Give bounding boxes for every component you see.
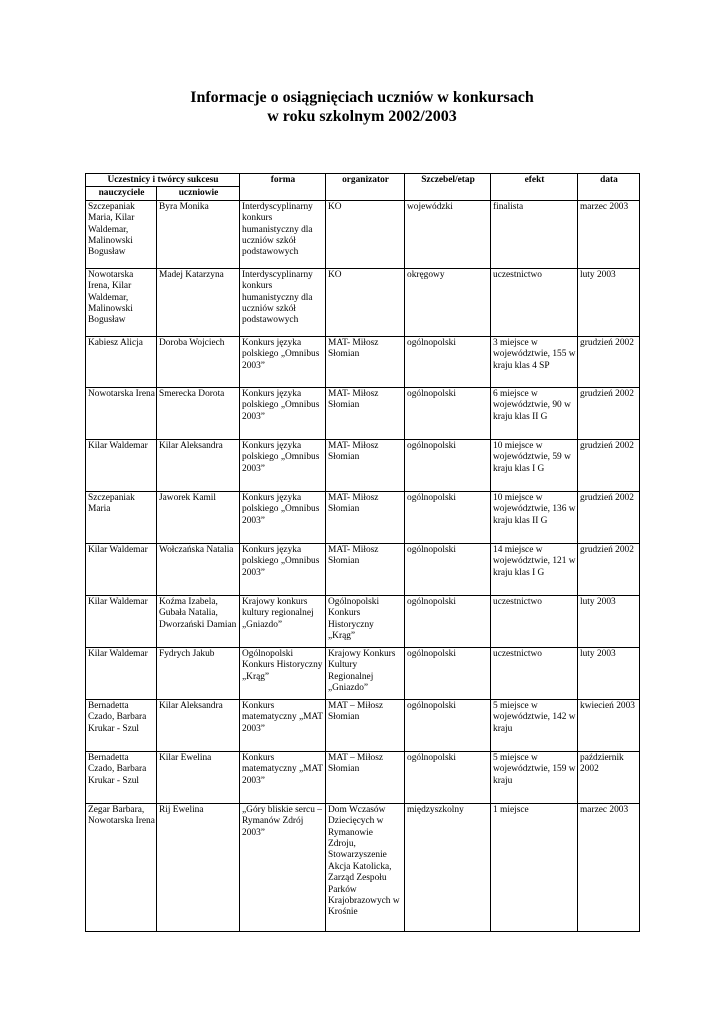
achievements-table: [85, 173, 640, 932]
cell-nauczyciele: Szczepaniak Maria: [86, 491, 157, 543]
cell-organizator: MAT- Miłosz Słomian: [326, 543, 405, 595]
table-row: [86, 647, 640, 699]
cell-efekt: 3 miejsce w województwie, 155 w kraju klas 4 SP: [491, 336, 578, 387]
cell-efekt: 10 miejsce w województwie, 59 w kraju klas I G: [491, 439, 578, 491]
cell-szczebel: okręgowy: [405, 268, 491, 336]
cell-organizator: MAT – Miłosz Słomian: [326, 699, 405, 751]
cell-organizator: Ogólnopolski Konkurs Historyczny „Krąg”: [326, 595, 405, 647]
cell-uczniowie: Kilar Ewelina: [157, 751, 240, 803]
cell-forma: Interdyscyplinarny konkurs humanistyczny dla uczniów szkół podstawowych: [240, 200, 326, 268]
cell-efekt: 6 miejsce w województwie, 90 w kraju klas II G: [491, 387, 578, 439]
cell-organizator: MAT- Miłosz Słomian: [326, 336, 405, 387]
table-row: [86, 699, 640, 751]
cell-forma: „Góry bliskie sercu – Rymanów Zdrój 2003”: [240, 803, 326, 931]
cell-uczniowie: Byra Monika: [157, 200, 240, 268]
cell-data: kwiecień 2003: [578, 699, 640, 751]
table-row: [86, 491, 640, 543]
cell-organizator: Dom Wczasów Dziecięcych w Rymanowie Zdroju, Stowarzyszenie Akcja Katolicka, Zarząd Zespołu Parków Krajobrazowych w Krośnie: [326, 803, 405, 931]
cell-efekt: 14 miejsce w województwie, 121 w kraju klas I G: [491, 543, 578, 595]
cell-data: październik 2002: [578, 751, 640, 803]
cell-uczniowie: Kilar Aleksandra: [157, 439, 240, 491]
table-row: [86, 200, 640, 268]
cell-uczniowie: Wołczańska Natalia: [157, 543, 240, 595]
cell-forma: Konkurs języka polskiego „Omnibus 2003”: [240, 543, 326, 595]
header-organizator: organizator: [326, 174, 405, 201]
cell-uczniowie: Smerecka Dorota: [157, 387, 240, 439]
cell-data: grudzień 2002: [578, 336, 640, 387]
table-row: [86, 387, 640, 439]
cell-forma: Ogólnopolski Konkurs Historyczny „Krąg”: [240, 647, 326, 699]
header-uczniowie: uczniowie: [157, 187, 240, 200]
cell-nauczyciele: Kilar Waldemar: [86, 647, 157, 699]
cell-szczebel: ogólnopolski: [405, 751, 491, 803]
cell-nauczyciele: Nowotarska Irena, Kilar Waldemar, Malinowski Bogusław: [86, 268, 157, 336]
cell-szczebel: wojewódzki: [405, 200, 491, 268]
document-title: [0, 88, 724, 126]
cell-organizator: KO: [326, 200, 405, 268]
cell-data: marzec 2003: [578, 803, 640, 931]
title-line-2: w roku szkolnym 2002/2003: [267, 108, 457, 125]
cell-organizator: KO: [326, 268, 405, 336]
cell-nauczyciele: Zegar Barbara, Nowotarska Irena: [86, 803, 157, 931]
table-row: [86, 751, 640, 803]
table-row: [86, 268, 640, 336]
cell-nauczyciele: Bernadetta Czado, Barbara Krukar - Szul: [86, 699, 157, 751]
cell-forma: Interdyscyplinarny konkurs humanistyczny dla uczniów szkół podstawowych: [240, 268, 326, 336]
cell-szczebel: ogólnopolski: [405, 595, 491, 647]
cell-efekt: 5 miejsce w województwie, 142 w kraju: [491, 699, 578, 751]
cell-forma: Konkurs języka polskiego „Omnibus 2003”: [240, 439, 326, 491]
table-row: [86, 336, 640, 387]
cell-efekt: finalista: [491, 200, 578, 268]
cell-forma: Konkurs matematyczny „MAT 2003”: [240, 751, 326, 803]
cell-data: luty 2003: [578, 268, 640, 336]
cell-nauczyciele: Kilar Waldemar: [86, 439, 157, 491]
cell-uczniowie: Kilar Aleksandra: [157, 699, 240, 751]
cell-efekt: uczestnictwo: [491, 268, 578, 336]
cell-szczebel: ogólnopolski: [405, 647, 491, 699]
cell-data: grudzień 2002: [578, 387, 640, 439]
cell-nauczyciele: Kabiesz Alicja: [86, 336, 157, 387]
cell-uczniowie: Madej Katarzyna: [157, 268, 240, 336]
cell-nauczyciele: Nowotarska Irena: [86, 387, 157, 439]
cell-szczebel: ogólnopolski: [405, 336, 491, 387]
cell-uczniowie: Doroba Wojciech: [157, 336, 240, 387]
cell-szczebel: ogólnopolski: [405, 699, 491, 751]
header-nauczyciele: nauczyciele: [86, 187, 157, 200]
table-row: [86, 543, 640, 595]
header-szczebel: Szczebel/etap: [405, 174, 491, 201]
title-line-1: Informacje o osiągnięciach uczniów w konkursach: [190, 89, 534, 106]
cell-szczebel: ogólnopolski: [405, 491, 491, 543]
cell-forma: Konkurs matematyczny „MAT 2003”: [240, 699, 326, 751]
cell-szczebel: międzyszkolny: [405, 803, 491, 931]
header-participants: Uczestnicy i twórcy sukcesu: [86, 174, 240, 187]
cell-szczebel: ogólnopolski: [405, 387, 491, 439]
table-row: [86, 439, 640, 491]
cell-efekt: uczestnictwo: [491, 595, 578, 647]
header-efekt: efekt: [491, 174, 578, 201]
header-forma: forma: [240, 174, 326, 201]
cell-nauczyciele: Szczepaniak Maria, Kilar Waldemar, Malinowski Bogusław: [86, 200, 157, 268]
cell-data: grudzień 2002: [578, 439, 640, 491]
cell-organizator: MAT- Miłosz Słomian: [326, 491, 405, 543]
cell-nauczyciele: Kilar Waldemar: [86, 543, 157, 595]
cell-efekt: 1 miejsce: [491, 803, 578, 931]
cell-data: luty 2003: [578, 595, 640, 647]
cell-organizator: MAT- Miłosz Słomian: [326, 439, 405, 491]
cell-forma: Konkurs języka polskiego „Omnibus 2003”: [240, 387, 326, 439]
cell-nauczyciele: Kilar Waldemar: [86, 595, 157, 647]
cell-organizator: Krajowy Konkurs Kultury Regionalnej „Gniazdo”: [326, 647, 405, 699]
cell-szczebel: ogólnopolski: [405, 543, 491, 595]
cell-forma: Krajowy konkurs kultury regionalnej „Gniazdo”: [240, 595, 326, 647]
cell-szczebel: ogólnopolski: [405, 439, 491, 491]
cell-data: grudzień 2002: [578, 543, 640, 595]
cell-forma: Konkurs języka polskiego „Omnibus 2003”: [240, 336, 326, 387]
cell-efekt: 5 miejsce w województwie, 159 w kraju: [491, 751, 578, 803]
cell-organizator: MAT – Miłosz Słomian: [326, 751, 405, 803]
cell-efekt: 10 miejsce w województwie, 136 w kraju klas II G: [491, 491, 578, 543]
cell-nauczyciele: Bernadetta Czado, Barbara Krukar - Szul: [86, 751, 157, 803]
cell-data: luty 2003: [578, 647, 640, 699]
table-row: [86, 595, 640, 647]
cell-uczniowie: Fydrych Jakub: [157, 647, 240, 699]
cell-uczniowie: Rij Ewelina: [157, 803, 240, 931]
cell-uczniowie: Jaworek Kamil: [157, 491, 240, 543]
cell-organizator: MAT- Miłosz Słomian: [326, 387, 405, 439]
table-row: [86, 803, 640, 931]
cell-efekt: uczestnictwo: [491, 647, 578, 699]
header-data: data: [578, 174, 640, 201]
cell-forma: Konkurs języka polskiego „Omnibus 2003”: [240, 491, 326, 543]
cell-uczniowie: Koźma Izabela, Gubała Natalia, Dworzański Damian: [157, 595, 240, 647]
cell-data: marzec 2003: [578, 200, 640, 268]
cell-data: grudzień 2002: [578, 491, 640, 543]
